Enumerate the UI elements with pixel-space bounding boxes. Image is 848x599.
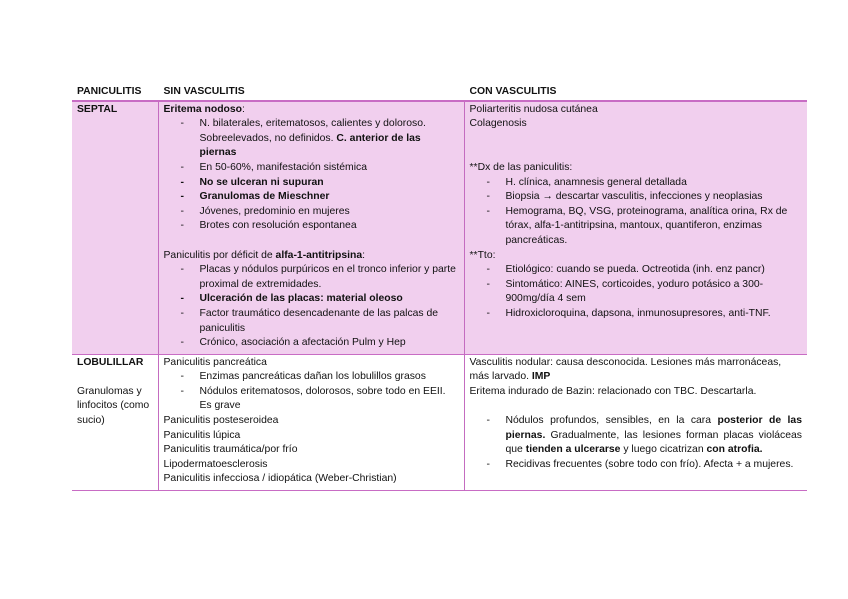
header-row xyxy=(72,84,807,101)
septal-label: SEPTAL xyxy=(77,103,118,115)
lobulillar-row xyxy=(72,354,807,490)
list-item: - Placas y nódulos purpúricos en el tronco inferior y parte proximal de extremidades. xyxy=(164,263,459,292)
list-item: - Enzimas pancreáticas dañan los lobulillos grasos xyxy=(164,370,459,385)
septal-label-cell xyxy=(72,101,158,355)
header-con-vasculitis: CON VASCULITIS xyxy=(469,86,557,97)
list-item: - H. clínica, anamnesis general detallada xyxy=(470,176,803,191)
dx-list xyxy=(470,176,803,249)
pancreatica-list xyxy=(164,370,459,414)
list-item: Lipodermatoesclerosis xyxy=(163,458,268,470)
list-item: Paniculitis lúpica xyxy=(163,429,241,441)
list-item: - Factor traumático desencadenante de las palcas de paniculitis xyxy=(164,307,459,336)
list-item: - Biopsia → descartar vasculitis, infecciones y neoplasias xyxy=(470,190,803,205)
lobulillar-label-cell xyxy=(72,354,158,490)
list-item: - Recidivas frecuentes (sobre todo con frío). Afecta + a mujeres. xyxy=(470,458,803,473)
tto-list xyxy=(470,263,803,321)
list-item: - Granulomas de Mieschner xyxy=(164,190,459,205)
list-item: - Hidroxicloroquina, dapsona, inmunosupresores, anti-TNF. xyxy=(470,307,803,322)
list-item: Paniculitis posteseroidea xyxy=(163,415,279,427)
list-item: - Sintomático: AINES, corticoides, yoduro potásico a 300-900mg/día 4 sem xyxy=(470,278,803,307)
eritema-list xyxy=(164,117,459,234)
list-item: - Ulceración de las placas: material oleoso xyxy=(164,292,459,307)
list-item: - N. bilaterales, eritematosos, calientes y doloroso. Sobreelevados, no definidos. C. anterior de las piernas xyxy=(164,117,459,161)
tto-title: **Tto: xyxy=(469,249,496,261)
dx-title: **Dx de las paniculitis: xyxy=(469,161,573,173)
list-item: Paniculitis traumática/por frío xyxy=(163,444,298,456)
alfa-list xyxy=(164,263,459,351)
list-item: - Brotes con resolución espontanea xyxy=(164,219,459,234)
list-item: Paniculitis infecciosa / idiopática (Weber-Christian) xyxy=(163,473,397,485)
list-item: - Hemograma, BQ, VSG, proteinograma, analítica orina, Rx de tórax, alfa-1-antitripsina, mantoux, quantiferon, enzimas pancreáticas. xyxy=(470,205,803,249)
lobulillar-sin-cell xyxy=(158,354,464,490)
lobulillar-label: LOBULILLAR xyxy=(77,356,144,368)
septal-row xyxy=(72,101,807,355)
list-item: - Crónico, asociación a afectación Pulm y Hep xyxy=(164,336,459,351)
colagenosis-text: Colagenosis xyxy=(469,118,527,130)
septal-sin-cell xyxy=(158,101,464,355)
lobulillar-con-cell xyxy=(464,354,807,490)
eritema-nodoso-title: Eritema nodoso: xyxy=(163,103,245,115)
list-item: - En 50-60%, manifestación sistémica xyxy=(164,161,459,176)
septal-con-cell xyxy=(464,101,807,355)
bazin-list xyxy=(470,414,803,472)
vasculitis-nodular-text: Vasculitis nodular: causa desconocida. Lesiones más marronáceas, más larvado. IMP xyxy=(469,356,782,383)
poliarteritis-text: Poliarteritis nudosa cutánea xyxy=(469,103,598,115)
header-sin-vasculitis: SIN VASCULITIS xyxy=(163,86,245,97)
paniculitis-table xyxy=(72,84,807,491)
list-item: - Jóvenes, predominio en mujeres xyxy=(164,205,459,220)
eritema-indurado-text: Eritema indurado de Bazin: relacionado con TBC. Descartarla. xyxy=(469,385,757,397)
alfa-antitripsina-title: Paniculitis por déficit de alfa-1-antitripsina: xyxy=(163,249,366,261)
lobulillar-sublabel: Granulomas y linfocitos (como sucio) xyxy=(77,385,150,427)
pancreatica-title: Paniculitis pancreática xyxy=(163,356,267,368)
list-item: - Etiológico: cuando se pueda. Octreotida (inh. enz pancr) xyxy=(470,263,803,278)
header-paniculitis: PANICULITIS xyxy=(77,86,142,97)
list-item: - Nódulos profundos, sensibles, en la cara posterior de las piernas. Gradualmente, las lesiones forman placas violáceas que tienden a ulcerarse y luego cicatrizan con atrofia. xyxy=(470,414,803,458)
list-item: - Nódulos eritematosos, dolorosos, sobre todo en EEII. Es grave xyxy=(164,385,459,414)
list-item: - No se ulceran ni supuran xyxy=(164,176,459,191)
